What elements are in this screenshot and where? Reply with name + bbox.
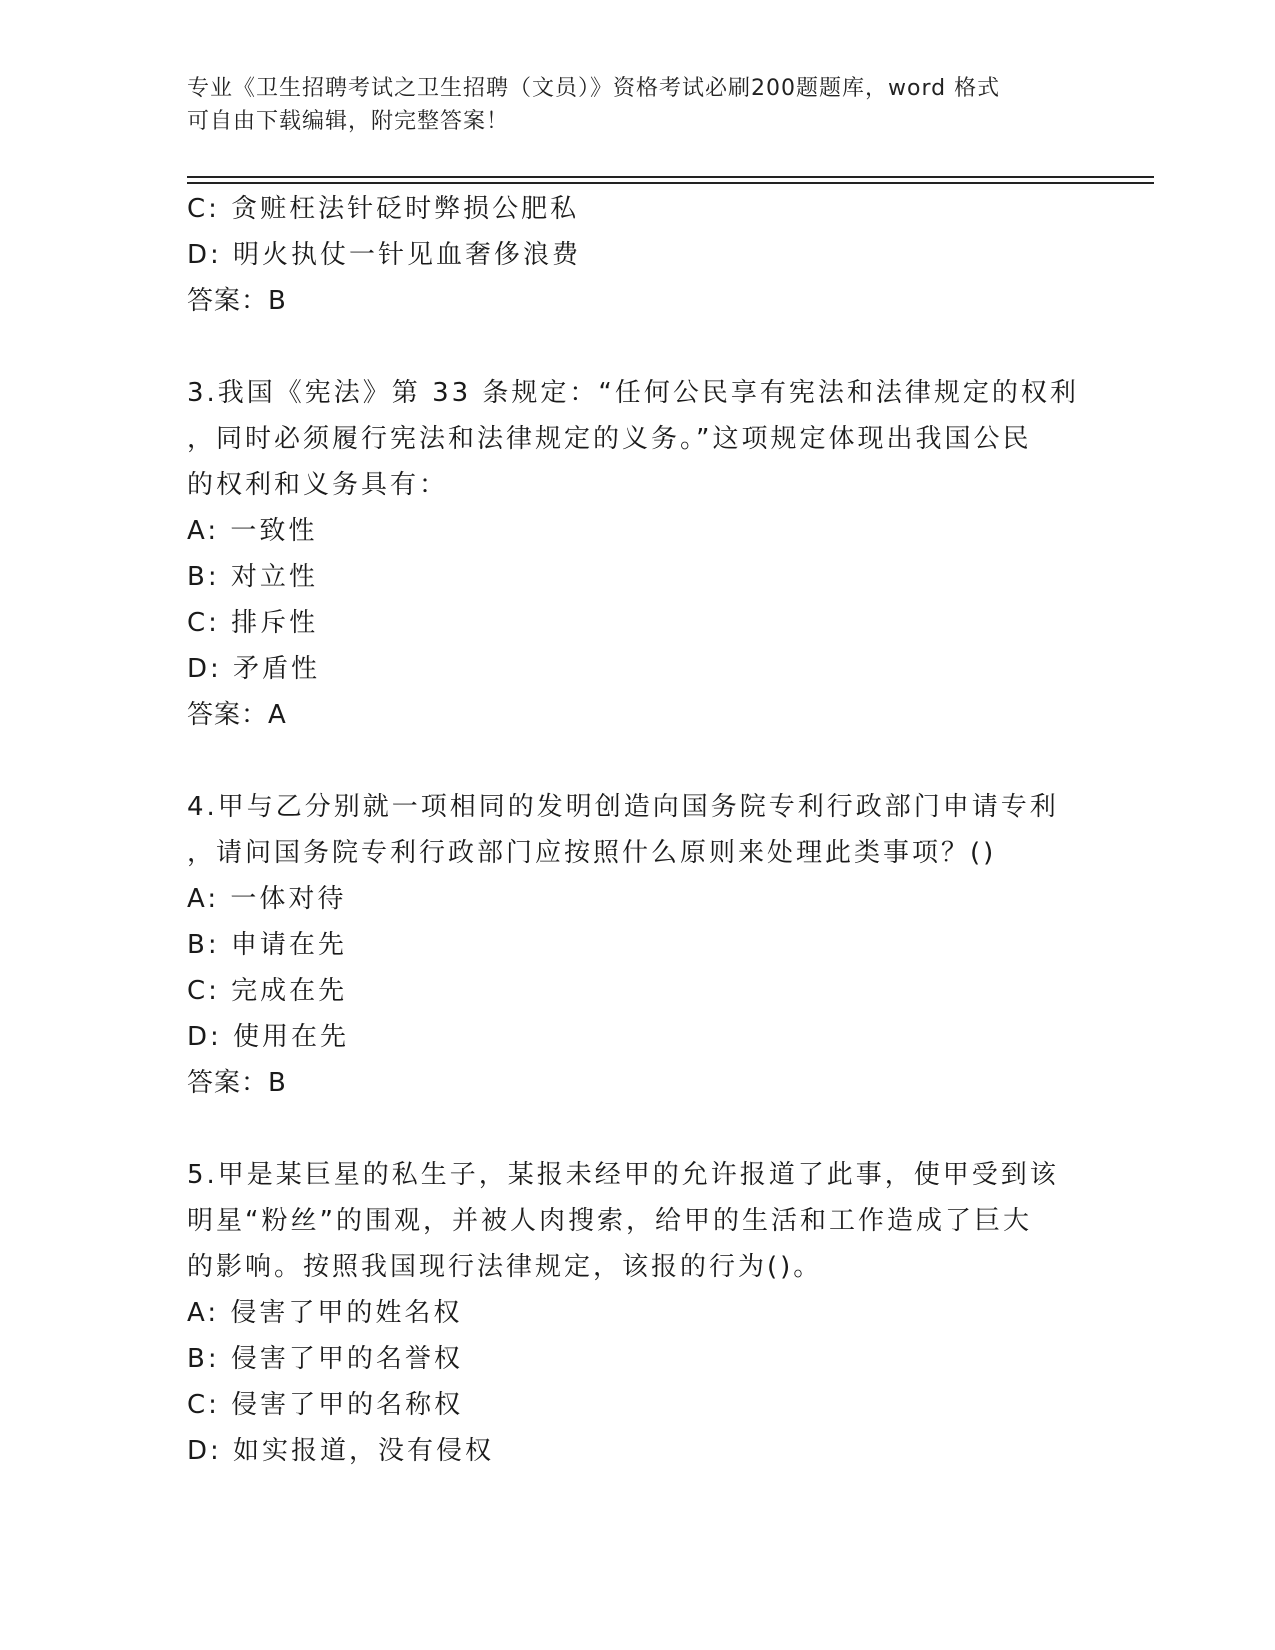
header-divider-bottom — [187, 182, 1154, 184]
option-d: D: 如实报道，没有侵权 — [187, 1436, 495, 1466]
question-5 — [187, 1152, 1087, 1474]
header-divider-top — [187, 176, 1154, 178]
question-stem-line: ，同时必须履行宪法和法律规定的义务。”这项规定体现出我国公民 — [187, 424, 1032, 454]
option-b: B: 对立性 — [187, 562, 318, 592]
question-stem-line: 3.我国《宪法》第 33 条规定：“任何公民享有宪法和法律规定的权利 — [187, 378, 1079, 408]
answer-line: 答案：B — [187, 286, 287, 316]
option-c: C: 贪赃枉法针砭时弊损公肥私 — [187, 194, 580, 224]
question-2-continued — [187, 186, 1087, 324]
question-4 — [187, 784, 1087, 1106]
answer-line: 答案：B — [187, 1068, 287, 1098]
question-stem-line: 明星“粉丝”的围观，并被人肉搜索，给甲的生活和工作造成了巨大 — [187, 1206, 1032, 1236]
header-title-line-2: 可自由下载编辑，附完整答案！ — [187, 109, 510, 134]
question-stem-line: 5.甲是某巨星的私生子，某报未经甲的允许报道了此事，使甲受到该 — [187, 1160, 1059, 1190]
option-a: A: 一致性 — [187, 516, 318, 546]
option-d: D: 使用在先 — [187, 1022, 350, 1052]
option-b: B: 侵害了甲的名誉权 — [187, 1344, 463, 1374]
spacer — [187, 324, 1087, 370]
question-stem-line: 的影响。按照我国现行法律规定，该报的行为()。 — [187, 1252, 823, 1282]
question-stem-line: ，请问国务院专利行政部门应按照什么原则来处理此类事项？() — [187, 838, 997, 868]
option-a: A: 一体对待 — [187, 884, 347, 914]
option-d: D: 明火执仗一针见血奢侈浪费 — [187, 240, 582, 270]
question-3 — [187, 370, 1087, 738]
question-stem-line: 4.甲与乙分别就一项相同的发明创造向国务院专利行政部门申请专利 — [187, 792, 1059, 822]
page-header — [187, 72, 1087, 138]
spacer — [187, 1106, 1087, 1152]
option-b: B: 申请在先 — [187, 930, 347, 960]
option-c: C: 排斥性 — [187, 608, 319, 638]
spacer — [187, 738, 1087, 784]
option-a: A: 侵害了甲的姓名权 — [187, 1298, 463, 1328]
option-d: D: 矛盾性 — [187, 654, 321, 684]
answer-line: 答案：A — [187, 700, 287, 730]
question-list — [187, 186, 1087, 1474]
option-c: C: 完成在先 — [187, 976, 348, 1006]
question-stem-line: 的权利和义务具有： — [187, 470, 449, 500]
header-title-line-1: 专业《卫生招聘考试之卫生招聘（文员）》资格考试必刷200题题库，word 格式 — [187, 76, 1001, 101]
option-c: C: 侵害了甲的名称权 — [187, 1390, 464, 1420]
